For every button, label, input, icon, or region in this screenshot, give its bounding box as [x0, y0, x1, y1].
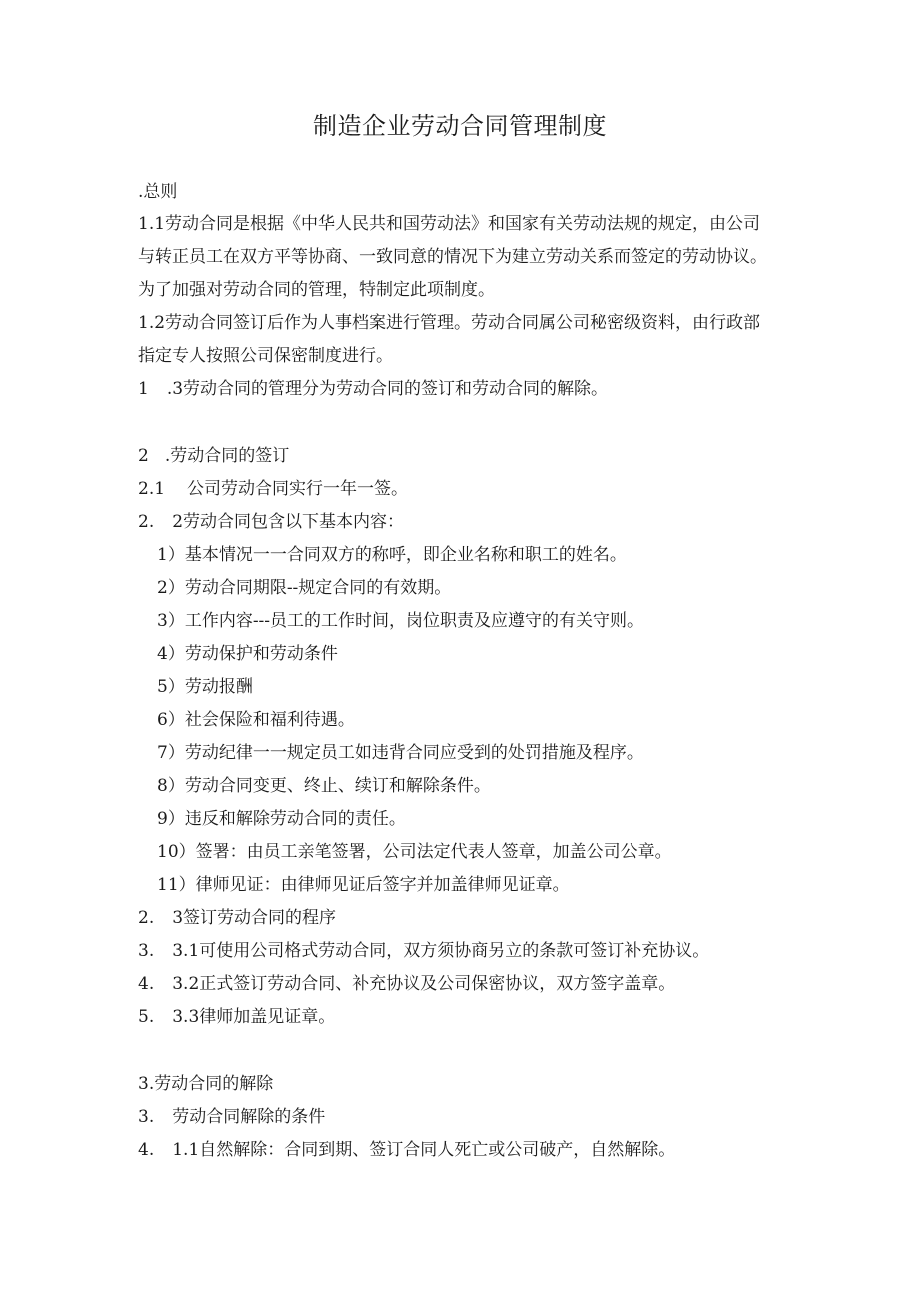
natural-termination-number: 4. — [138, 1140, 155, 1160]
paragraph-2-1 — [138, 477, 408, 501]
termination-conditions-number: 3. — [138, 1107, 155, 1127]
paragraph-2-2-number: 2. — [138, 512, 155, 532]
procedure-step-text: 3.2正式签订劳动合同、补充协议及公司保密协议，双方签字盖章。 — [172, 974, 676, 994]
paragraph-1-3-number: 1 — [138, 379, 149, 399]
section-general-heading: .总则 — [138, 182, 178, 202]
paragraph-1-3-text: .3劳动合同的管理分为劳动合同的签订和劳动合同的解除。 — [166, 379, 609, 399]
procedure-step — [138, 1005, 335, 1029]
section-signing-heading-text: .劳动合同的签订 — [164, 446, 290, 466]
section-signing-heading-number: 2 — [138, 446, 149, 466]
paragraph-1-2-line-2: 指定专人按照公司保密制度进行。 — [138, 346, 393, 366]
content-item: 4）劳动保护和劳动条件 — [157, 644, 338, 664]
procedure-step-text: 3.1可使用公司格式劳动合同，双方须协商另立的条款可签订补充协议。 — [172, 941, 710, 961]
section-signing-heading — [138, 444, 289, 468]
procedure-step-number: 3. — [138, 941, 155, 961]
section-termination-heading: 3.劳动合同的解除 — [138, 1074, 274, 1094]
paragraph-1-1-line-3: 为了加强对劳动合同的管理，特制定此项制度。 — [138, 280, 495, 300]
content-item: 1）基本情况一一合同双方的称呼，即企业名称和职工的姓名。 — [157, 545, 627, 565]
content-item: 8）劳动合同变更、终止、续订和解除条件。 — [157, 776, 491, 796]
content-item: 10）签署：由员工亲笔签署，公司法定代表人签章，加盖公司公章。 — [157, 842, 672, 862]
procedure-step — [138, 972, 675, 996]
procedure-step-number: 4. — [138, 974, 155, 994]
termination-conditions-text: 劳动合同解除的条件 — [172, 1107, 326, 1127]
procedure-step-text: 3.3律师加盖见证章。 — [172, 1007, 336, 1027]
paragraph-1-1-line-1: 1.1劳动合同是根据《中华人民共和国劳动法》和国家有关劳动法规的规定，由公司 — [138, 214, 761, 234]
paragraph-2-2-text: 2劳动合同包含以下基本内容： — [172, 512, 405, 532]
content-item: 3）工作内容---员工的工作时间，岗位职责及应遵守的有关守则。 — [157, 611, 645, 631]
content-item: 5）劳动报酬 — [157, 677, 253, 697]
paragraph-2-3 — [138, 906, 336, 930]
paragraph-2-3-text: 3签订劳动合同的程序 — [172, 908, 337, 928]
content-item: 11）律师见证：由律师见证后签字并加盖律师见证章。 — [157, 875, 570, 895]
paragraph-2-3-number: 2. — [138, 908, 155, 928]
procedure-step — [138, 939, 709, 963]
paragraph-1-2-line-1: 1.2劳动合同签订后作为人事档案进行管理。劳动合同属公司秘密级资料，由行政部 — [138, 313, 761, 333]
procedure-step-number: 5. — [138, 1007, 155, 1027]
paragraph-2-2 — [138, 510, 404, 534]
content-item: 7）劳动纪律一一规定员工如违背合同应受到的处罚措施及程序。 — [157, 743, 644, 763]
content-item: 2）劳动合同期限--规定合同的有效期。 — [157, 578, 452, 598]
content-item: 6）社会保险和福利待遇。 — [157, 710, 355, 730]
paragraph-1-1-line-2: 与转正员工在双方平等协商、一致同意的情况下为建立劳动关系而签定的劳动协议。 — [138, 247, 767, 267]
paragraph-1-3 — [138, 377, 608, 401]
paragraph-2-1-text: 公司劳动合同实行一年一签。 — [187, 479, 409, 499]
paragraph-2-1-number: 2.1 — [138, 479, 166, 499]
content-item: 9）违反和解除劳动合同的责任。 — [157, 809, 406, 829]
page-title: 制造企业劳动合同管理制度 — [313, 112, 607, 140]
natural-termination — [138, 1138, 675, 1162]
natural-termination-text: 1.1自然解除：合同到期、签订合同人死亡或公司破产，自然解除。 — [172, 1140, 676, 1160]
termination-conditions — [138, 1105, 325, 1129]
